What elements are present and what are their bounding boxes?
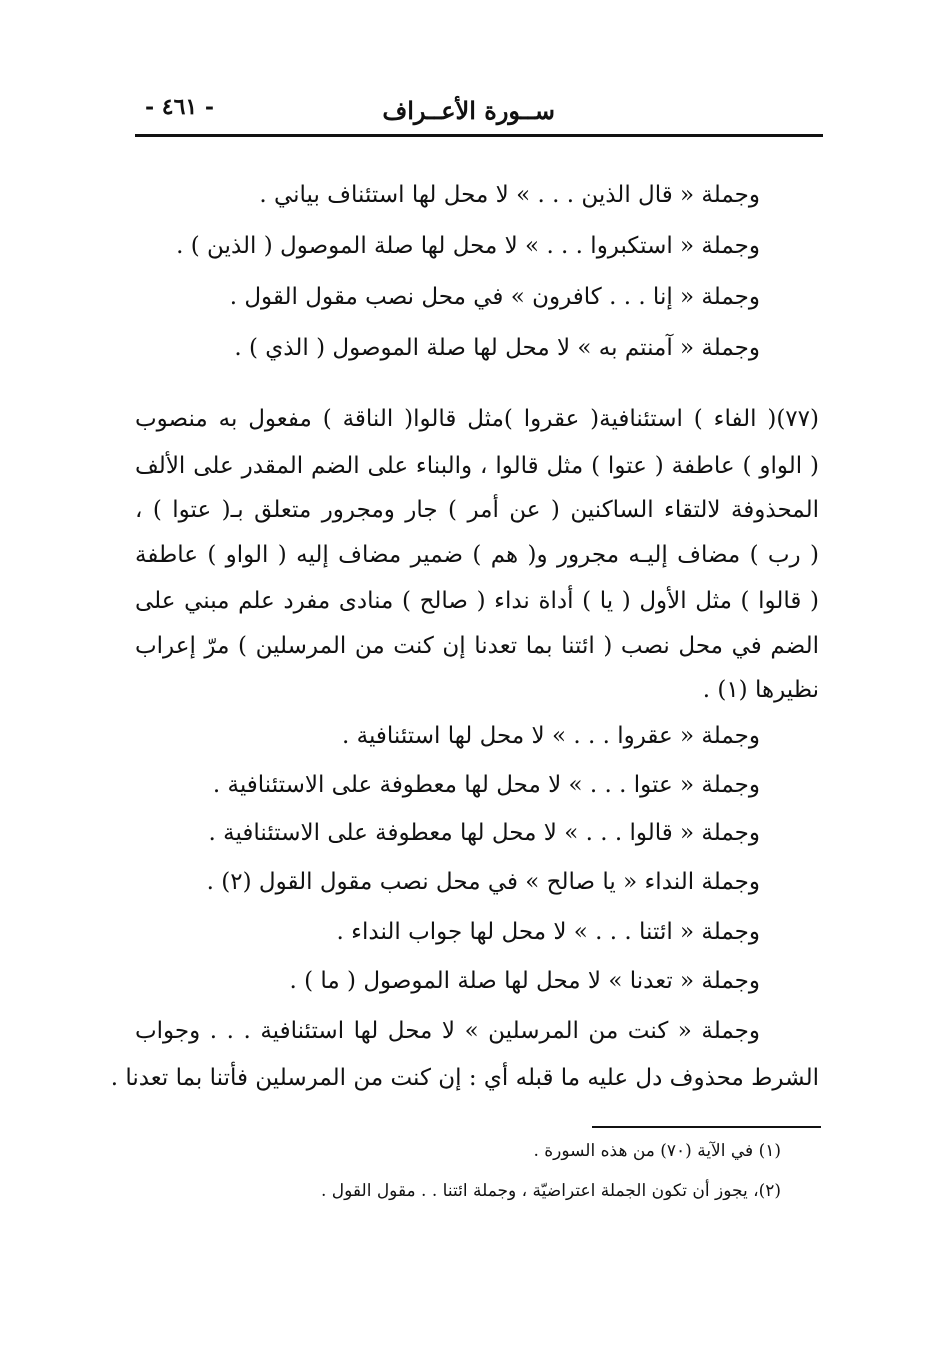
text-line: وجملة النداء « يا صالح » في محل نصب مقول القول (٢) .: [206, 869, 760, 895]
text-line: وجملة « آمنتم به » لا محل لها صلة الموصول ( الذي ) .: [234, 335, 760, 361]
paragraph-line: ( الواو ) عاطفة ( عتوا ) مثل قالوا ، والبناء على الضم المقدر على الألف: [135, 453, 819, 479]
text-line: وجملة « تعدنا » لا محل لها صلة الموصول ( ما ) .: [289, 968, 760, 994]
text-line: وجملة « عقروا . . . » لا محل لها استئنافية .: [342, 723, 760, 749]
paragraph-line: الضم في محل نصب ( ائتنا بما تعدنا إن كنت من المرسلين ) مرّ إعراب: [135, 633, 819, 659]
text-line: وجملة « استكبروا . . . » لا محل لها صلة الموصول ( الذين ) .: [176, 233, 760, 259]
paragraph-line: (٧٧)( الفاء ) استئنافية( عقروا )مثل قالوا( الناقة ) مفعول به منصوب: [135, 406, 819, 432]
paragraph-line: المحذوفة لالتقاء الساكنين ( عن أمر ) جار ومجرور متعلق بـ( عتوا ) ،: [135, 497, 819, 523]
paragraph-line: الشرط محذوف دل عليه ما قبله أي : إن كنت من المرسلين فأتنا بما تعدنا .: [110, 1065, 819, 1091]
paragraph-line: نظيرها (١) .: [702, 677, 819, 703]
paragraph-line: ( رب ) مضاف إليـه مجرور و( هم ) ضمير مضاف إليه ( الواو ) عاطفة: [135, 542, 819, 568]
text-line: وجملة « إنا . . . كافرون » في محل نصب مقول القول .: [229, 284, 760, 310]
text-line: وجملة « عتوا . . . » لا محل لها معطوفة على الاستئنافية .: [212, 772, 760, 798]
page-number: - ٤٦١ -: [145, 94, 215, 120]
footnote: (١) في الآية (٧٠) من هذه السورة .: [533, 1141, 781, 1161]
header-divider: [135, 134, 823, 137]
footnote-divider: [592, 1126, 821, 1128]
page-title: ســورة الأعــراف: [382, 96, 555, 125]
paragraph-line: وجملة « كنت من المرسلين » لا محل لها استئنافية . . . وجواب: [135, 1018, 760, 1044]
text-line: وجملة « قالوا . . . » لا محل لها معطوفة على الاستئنافية .: [208, 820, 760, 846]
paragraph-line: ( قالوا ) مثل الأول ( يا ) أداة نداء ( صالح ) منادى مفرد علم مبني على: [135, 588, 819, 614]
footnote: (٢)، يجوز أن تكون الجملة اعتراضيّة ، وجملة ائتنا . . مقول القول .: [320, 1181, 781, 1201]
page-header: [135, 88, 823, 128]
text-line: وجملة « ائتنا . . . » لا محل لها جواب النداء .: [336, 919, 760, 945]
text-line: وجملة « قال الذين . . . » لا محل لها استئناف بياني .: [259, 182, 760, 208]
